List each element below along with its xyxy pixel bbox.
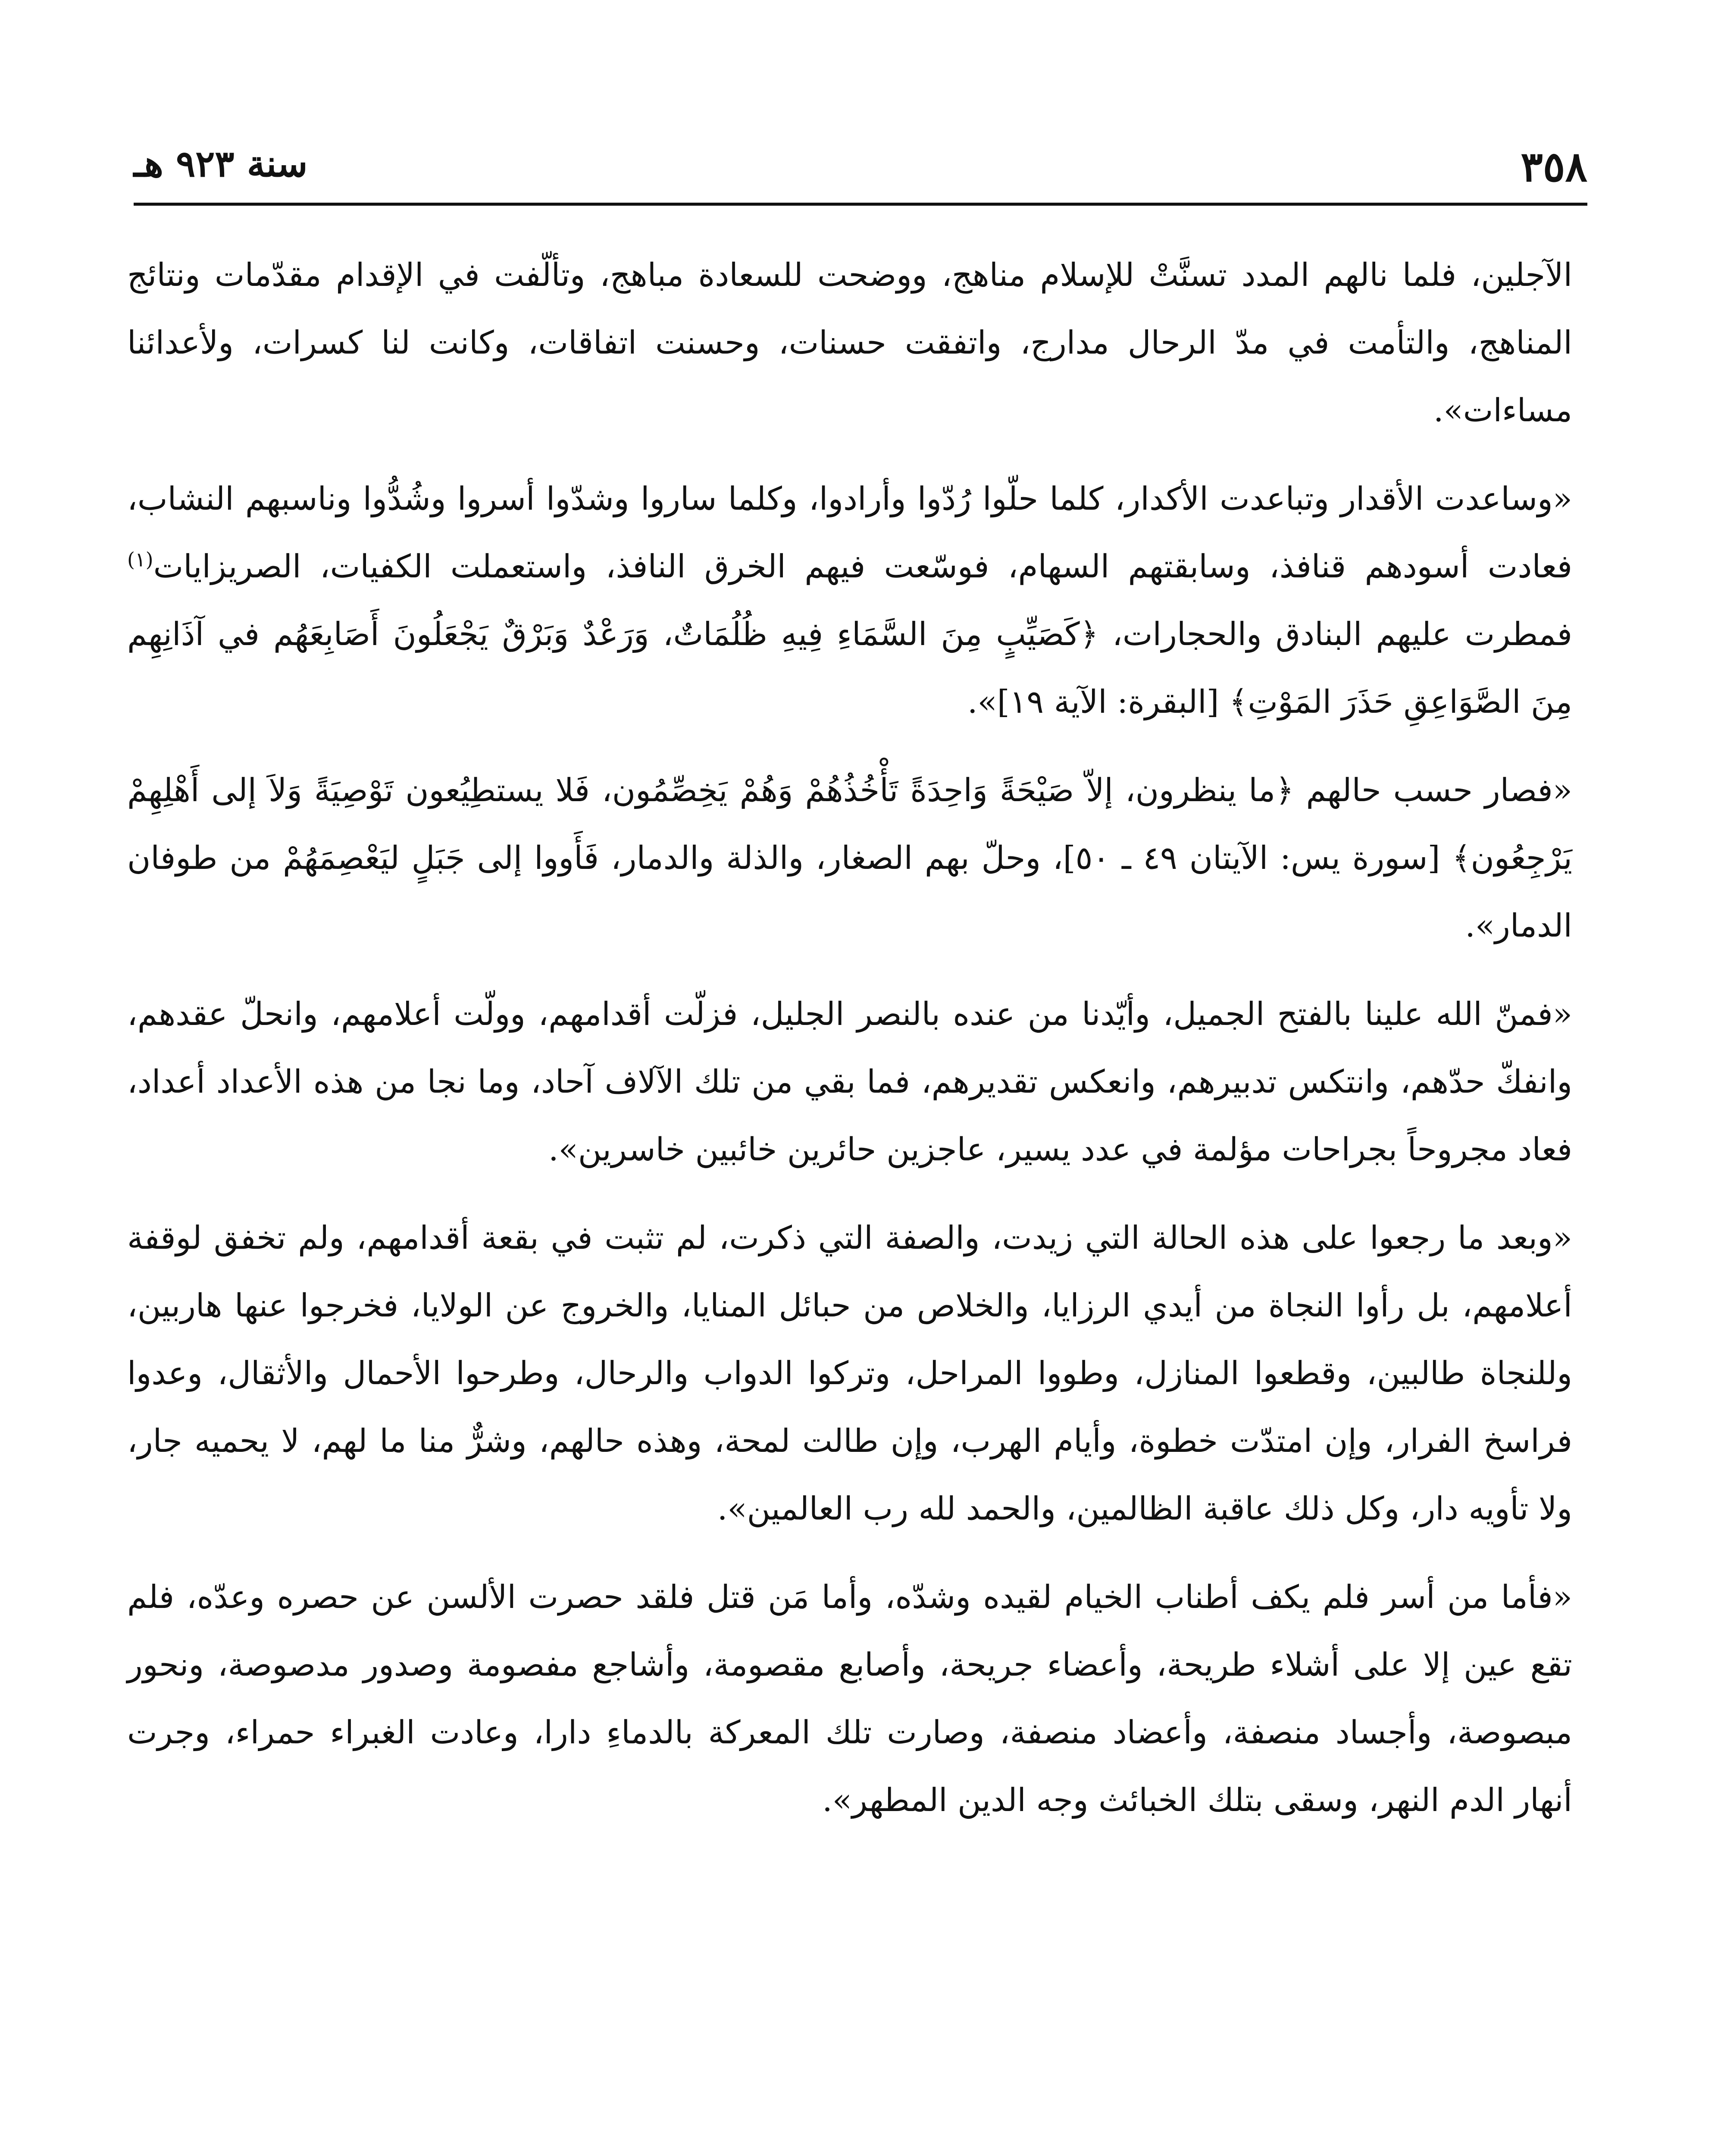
paragraph — [127, 241, 1572, 445]
paragraph — [127, 757, 1572, 960]
paragraph-text: «فأما من أسر فلم يكف أطناب الخيام لقيده وشدّه، وأما مَن قتل فلقد حصرت الألسن عن حصره وعدّه، فلم تقع عين إلا على أشلاء طريحة، وأعضاء جريحة، وأصابع مقصومة، وأشاجع مفصومة وصدور مدصوصة، ونحور مبصوصة، وأجساد منصفة، وأعضاد منصفة، وصارت تلك المعركة بالدماءِ دارا، وعادت الغبراء حمراء، وجرت أنهار الدم النهر، وسقى بتلك الخبائث وجه الدين المطهر». — [127, 1579, 1572, 1819]
paragraph-text: «وبعد ما رجعوا على هذه الحالة التي زيدت، والصفة التي ذكرت، لم تثبت في بقعة أقدامهم، ولم تخفق لوقفة أعلامهم، بل رأوا النجاة من أيدي الرزايا، والخلاص من حبائل المنايا، والخروج عن الولايا، فخرجوا عنها هاربين، وللنجاة طالبين، وقطعوا المنازل، وطووا المراحل، وتركوا الدواب والرحال، وطرحوا الأحمال والأثقال، وعدوا فراسخ الفرار، وإن امتدّت خطوة، وأيام الهرب، وإن طالت لمحة، وهذه حالهم، وشرٌّ منا ما لهم، لا يحميه جار، ولا تأويه دار، وكل ذلك عاقبة الظالمين، والحمد لله رب العالمين». — [127, 1219, 1572, 1527]
paragraph — [127, 981, 1572, 1184]
paragraph-text: «فمنّ الله علينا بالفتح الجميل، وأيّدنا من عنده بالنصر الجليل، فزلّت أقدامهم، وولّت أعلامهم، وانحلّ عقدهم، وانفكّ حدّهم، وانتكس تدبيرهم، وانعكس تقديرهم، فما بقي من تلك الآلاف آحاد، وما نجا من هذه الأعداد أعداد، فعاد مجروحاً بجراحات مؤلمة في عدد يسير، عاجزين حائرين خائبين خاسرين». — [127, 996, 1572, 1168]
page-header — [134, 134, 1587, 198]
paragraph-text: «وساعدت الأقدار وتباعدت الأكدار، كلما حلّوا رُدّوا وأرادوا، وكلما ساروا وشدّوا أسروا وشُدُّوا وناسبهم النشاب، فعادت أسودهم قنافذ، وسابقتهم السهام، فوسّعت فيهم الخرق النافذ، واستعملت الكفيات، الصريزايات — [127, 480, 1572, 585]
footnote-marker: (١) — [127, 548, 153, 571]
paragraph-text: الآجلين، فلما نالهم المدد تسنَّتْ للإسلام مناهج، ووضحت للسعادة مباهج، وتألّفت في الإقدام مقدّمات ونتائج المناهج، والتأمت في مدّ الرحال مدارج، واتفقت حسنات، وحسنت اتفاقات، وكانت لنا كسرات، ولأعدائنا مساءات». — [127, 257, 1572, 429]
paragraph-text: «فصار حسب حالهم ﴿ما ينظرون، إلاّ صَيْحَةً وَاحِدَةً تَأْخُذُهُمْ وَهُمْ يَخِصِّمُون، فَلا يستطِيُعون تَوْصِيَةً وَلاَ إلى أَهْلِهِمْ يَرْجِعُون﴾ [سورة يس: الآيتان ٤٩ ـ ٥٠]، وحلّ بهم الصغار، والذلة والدمار، فَأَووا إلى جَبَلٍ ليَعْصِمَهُمْ من طوفان الدمار». — [127, 772, 1572, 944]
body-text — [127, 241, 1572, 1855]
paragraph — [127, 1204, 1572, 1543]
paragraph — [127, 465, 1572, 736]
paragraph — [127, 1564, 1572, 1834]
page-number: ٣٥٨ — [1521, 142, 1587, 191]
paragraph-text: فمطرت عليهم البنادق والحجارات، ﴿كَصَيِّبٍ مِنَ السَّمَاءِ فِيهِ ظُلُمَاتٌ، وَرَعْدٌ وَبَرْقٌ يَجْعَلُونَ أَصَابِعَهُم في آذَانِهِم مِنَ الصَّوَاعِقِ حَذَرَ المَوْتِ﴾ [البقرة: الآية ١٩]». — [127, 616, 1572, 721]
running-title: سنة ٩٢٣ هـ — [134, 142, 308, 185]
header-rule — [134, 203, 1587, 206]
